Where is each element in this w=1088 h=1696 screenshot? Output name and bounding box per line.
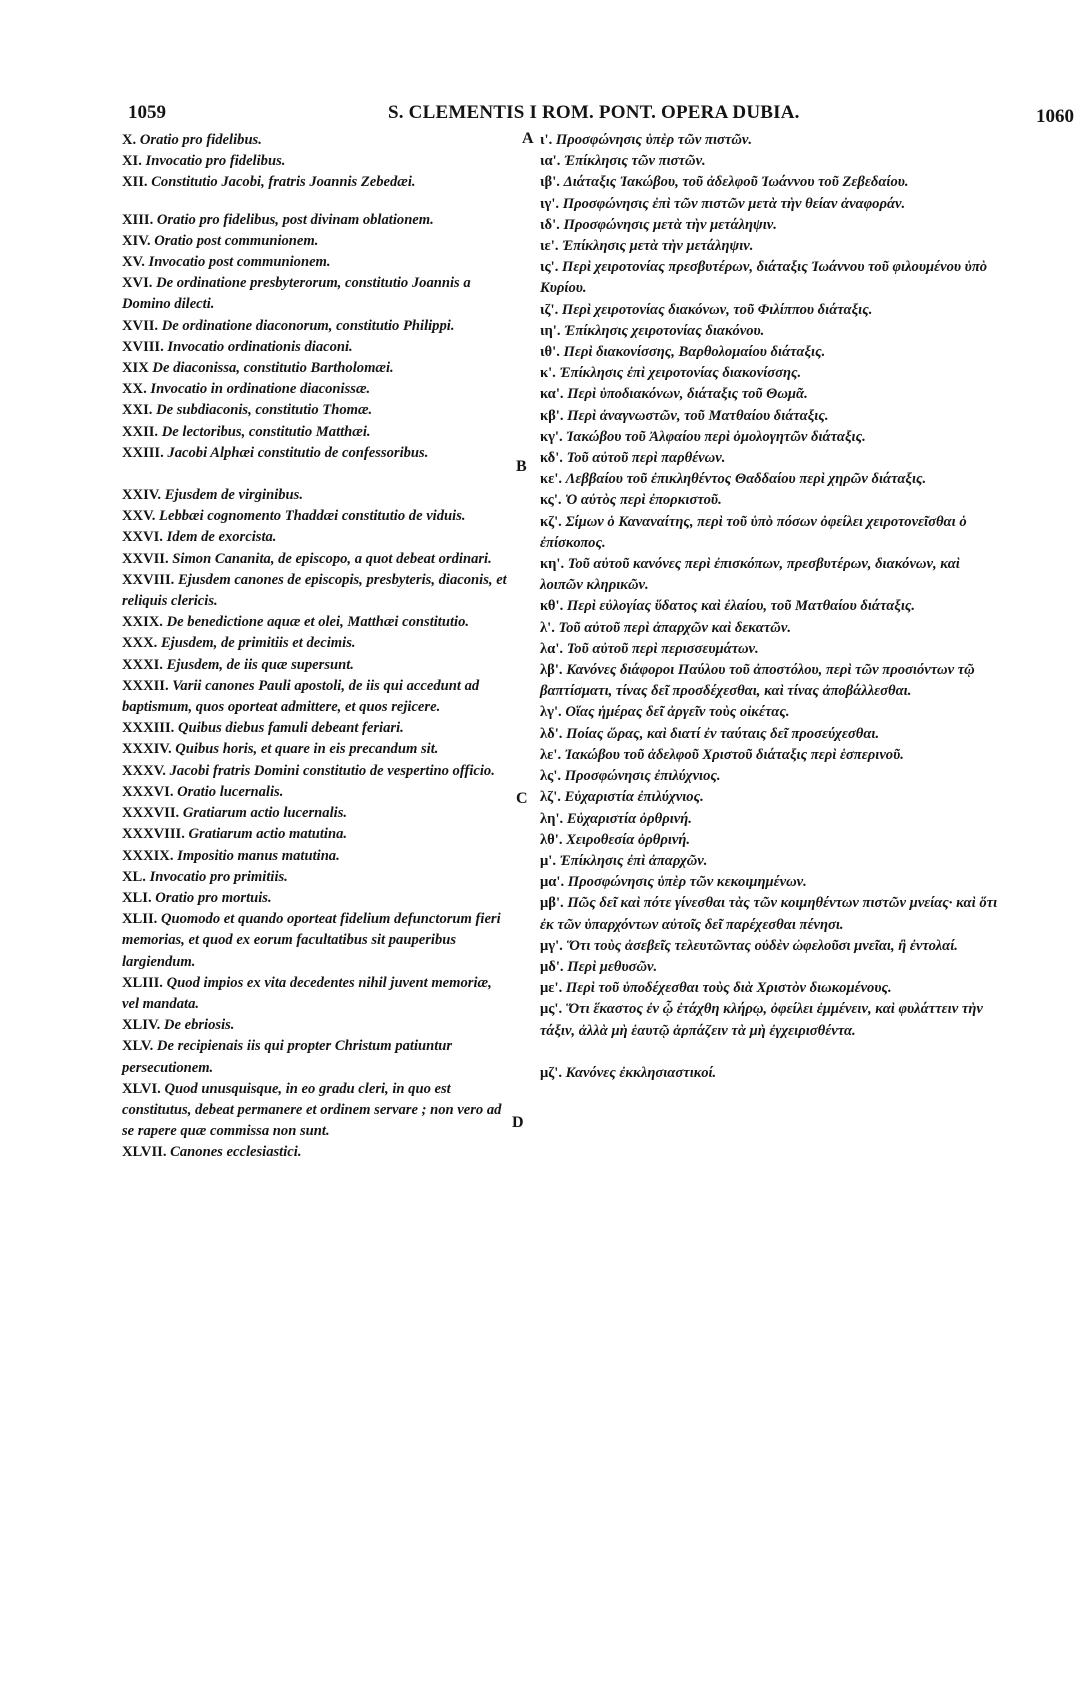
margin-marker-b: B (516, 458, 527, 475)
toc-entry (540, 999, 1000, 1041)
running-title: S. CLEMENTIS I ROM. PONT. OPERA DUBIA. (388, 102, 800, 123)
entry-title: Περὶ τοῦ ὑποδέχεσθαι τοὺς διὰ Χριστὸν διωκομένους. (565, 980, 892, 997)
entry-title: Invocatio post communionem. (148, 254, 331, 271)
entry-number: XXXVIII. (122, 826, 185, 843)
entry-number: XLI. (122, 889, 152, 906)
entry-title: Quibus horis, et quare in eis precandum sit. (175, 741, 439, 758)
entry-title: Χειροθεσία ὀρθρινή. (566, 831, 691, 848)
entry-title: Ἐπίκλησις χειροτονίας διακόνου. (564, 322, 765, 339)
toc-entry (540, 554, 1000, 596)
entry-title: Simon Cananita, de episcopo, a quot debeat ordinari. (172, 550, 492, 567)
entry-title: Oratio post communionem. (154, 232, 319, 249)
toc-entry (122, 549, 512, 570)
entry-number: XIX (122, 360, 149, 377)
toc-entry (122, 612, 512, 633)
toc-entry (540, 872, 1000, 893)
entry-title: Ἰακώβου τοῦ ἀδελφοῦ Χριστοῦ διάταξις περὶ ἑσπερινοῦ. (564, 746, 904, 763)
entry-number: XXXV. (122, 762, 166, 779)
entry-title: Oratio pro fidelibus, post divinam oblationem. (156, 211, 434, 228)
toc-entry (540, 194, 1000, 215)
entry-number: λε'. (540, 746, 562, 763)
entry-number: ιβ'. (540, 174, 560, 191)
toc-entry (122, 570, 512, 612)
toc-entry (540, 830, 1000, 851)
toc-entry (540, 448, 1000, 469)
toc-entry (540, 809, 1000, 830)
entry-number: X. (122, 132, 137, 148)
entry-title: Varii canones Pauli apostoli, de iis qui accedunt ad baptismum, quos oporteat admittere, et quos rejicere. (122, 677, 480, 716)
entry-title: Προσφώνησις ἐπὶ τῶν πιστῶν μετὰ τὴν θείαν ἀναφοράν. (562, 195, 906, 212)
entry-title: Σίμων ὁ Καναναίτης, περὶ τοῦ ὑπὸ πόσων ὀφείλει χειροτονεῖσθαι ὁ ἐπίσκοπος. (540, 513, 967, 551)
entry-number: μα'. (540, 874, 565, 891)
toc-entry (540, 215, 1000, 236)
toc-entry (122, 718, 512, 739)
entry-number: κθ'. (540, 598, 564, 615)
entry-number: ιη'. (540, 322, 561, 339)
entry-title: Ἐπίκλησις ἐπὶ χειροτονίας διακονίσσης. (559, 365, 802, 382)
entry-number: XXIII. (122, 444, 164, 461)
entry-title: Περὶ χειροτονίας πρεσβυτέρων, διάταξις Ἰωάννου τοῦ φιλουμένου ὑπὸ Κυρίου. (540, 259, 988, 297)
entry-title: Ἰακώβου τοῦ Ἀλφαίου περὶ ὁμολογητῶν διάταξις. (566, 428, 866, 445)
entry-title: Quod unusquisque, in eo gradu cleri, in quo est constitutus, debeat permanere et ordinem servare ; non vero ad se rapere quæ commissa non sunt. (122, 1080, 502, 1140)
toc-entry (540, 745, 1000, 766)
toc-entry (122, 231, 512, 252)
toc-entry (122, 676, 512, 718)
entry-title: Invocatio in ordinatione diaconissæ. (150, 381, 371, 398)
toc-entry (122, 337, 512, 358)
toc-entry (122, 485, 512, 506)
entry-number: XXXII. (122, 677, 169, 694)
toc-entry (122, 210, 512, 231)
entry-title: Λεββαίου τοῦ ἐπικληθέντος Θαδδαίου περὶ χηρῶν διάταξις. (565, 471, 927, 488)
entry-number: κς'. (540, 492, 562, 509)
entry-title: Περὶ διακονίσσης, Βαρθολομαίου διάταξις. (563, 344, 826, 361)
entry-title: Κανόνες διάφοροι Παύλου τοῦ ἀποστόλου, περὶ τῶν προσιόντων τῷ βαπτίσματι, τίνας δεῖ προσδέχεσθαι, καὶ τίνας ἀποβάλλεσθαι. (540, 662, 975, 700)
entry-number: XLIV. (122, 1017, 161, 1034)
entry-number: XXXVI. (122, 783, 174, 800)
toc-entry (122, 358, 512, 379)
toc-entry (540, 490, 1000, 511)
entry-title: Τοῦ αὐτοῦ κανόνες περὶ ἐπισκόπων, πρεσβυτέρων, διακόνων, καὶ λοιπῶν κληρικῶν. (540, 556, 960, 594)
entry-title: Εὐχαριστία ὀρθρινή. (566, 810, 692, 827)
entry-number: ι'. (540, 132, 553, 148)
entry-number: XXXI. (122, 656, 163, 673)
greek-column (540, 130, 1000, 1084)
entry-title: Jacobi Alphæi constitutio de confessoribus. (167, 444, 429, 461)
toc-entry (540, 639, 1000, 660)
entry-number: XXII. (122, 423, 159, 440)
entry-number: κγ'. (540, 428, 563, 445)
entry-title: De subdiaconis, constitutio Thomæ. (156, 402, 373, 419)
entry-title: Jacobi fratris Domini constitutio de vespertino officio. (169, 762, 495, 779)
entry-title: Περὶ εὐλογίας ὕδατος καὶ ἐλαίου, τοῦ Ματθαίου διάταξις. (566, 598, 916, 615)
entry-title: Ejusdem, de iis quæ supersunt. (166, 656, 354, 673)
toc-entry (540, 321, 1000, 342)
entry-number: ιγ'. (540, 195, 560, 212)
toc-entry (122, 824, 512, 845)
entry-number: ιθ'. (540, 344, 560, 361)
entry-number: XXIV. (122, 487, 162, 504)
entry-number: λζ'. (540, 789, 561, 806)
toc-entry (540, 596, 1000, 617)
entry-number: κη'. (540, 556, 565, 573)
entry-title: Περὶ ὑποδιακόνων, διάταξις τοῦ Θωμᾶ. (567, 386, 808, 403)
entry-number: μγ'. (540, 937, 563, 954)
toc-entry (540, 1063, 1000, 1084)
entry-number: ιζ'. (540, 301, 559, 318)
entry-title: Προσφώνησις ὑπὲρ τῶν κεκοιμημένων. (567, 874, 807, 891)
entry-number: μζ'. (540, 1064, 563, 1081)
page-number-left: 1059 (128, 102, 166, 123)
entry-title: Quomodo et quando oporteat fidelium defunctorum fieri memorias, et quod ex eorum facultatibus sit pauperibus largiendum. (122, 911, 501, 970)
toc-entry (540, 893, 1000, 935)
entry-title: Προσφώνησις ὑπὲρ τῶν πιστῶν. (555, 132, 753, 148)
entry-number: XLIII. (122, 974, 163, 991)
entry-number: λα'. (540, 640, 564, 657)
entry-number: XL. (122, 868, 146, 885)
entry-number: λς'. (540, 768, 562, 785)
entry-title: Ejusdem de virginibus. (164, 487, 303, 504)
toc-entry (540, 172, 1000, 193)
entry-number: λθ'. (540, 831, 563, 848)
entry-number: XXVIII. (122, 571, 175, 588)
entry-number: κβ'. (540, 407, 564, 424)
toc-entry (122, 527, 512, 548)
entry-number: κδ'. (540, 450, 563, 467)
toc-entry (122, 1036, 512, 1078)
entry-number: XXV. (122, 508, 156, 525)
entry-number: XXX. (122, 635, 158, 652)
toc-entry (122, 973, 512, 1015)
entry-title: Τοῦ αὐτοῦ περὶ παρθένων. (566, 450, 726, 467)
entry-title: Κανόνες ἐκκλησιαστικοί. (565, 1064, 717, 1081)
entry-title: Invocatio pro fidelibus. (145, 153, 286, 170)
toc-entry (540, 618, 1000, 639)
entry-title: Προσφώνησις μετὰ τὴν μετάληψιν. (563, 216, 777, 233)
toc-entry (122, 1079, 512, 1143)
entry-number: XVIII. (122, 338, 164, 355)
entry-title: Ὅτι ἕκαστος ἐν ᾧ ἐτάχθη κλήρῳ, ὀφείλει ἐμμένειν, καὶ φυλάττειν τὴν τάξιν, ἀλλὰ μὴ ἑαυτῷ ἁρπάζειν τὰ μὴ ἐγχειρισθέντα. (540, 1001, 983, 1039)
entry-title: Quibus diebus famuli debeant feriari. (177, 720, 404, 737)
entry-title: De recipienais iis qui propter Christum patiuntur persecutionem. (122, 1038, 453, 1076)
entry-title: Gratiarum actio matutina. (188, 826, 348, 843)
entry-number: ιε'. (540, 238, 559, 255)
entry-number: XVI. (122, 275, 153, 292)
entry-number: XI. (122, 153, 142, 170)
entry-title: De diaconissa, constitutio Bartholomæi. (152, 360, 394, 377)
toc-entry (540, 936, 1000, 957)
entry-title: Ἐπίκλησις τῶν πιστῶν. (564, 153, 706, 170)
toc-entry (540, 766, 1000, 787)
entry-title: Invocatio pro primitiis. (149, 868, 288, 885)
entry-title: De lectoribus, constitutio Matthæi. (161, 423, 371, 440)
entry-number: XLII. (122, 911, 158, 928)
entry-title: Ejusdem, de primitiis et decimis. (160, 635, 356, 652)
entry-title: Ejusdem canones de episcopis, presbyteris, diaconis, et reliquis clericis. (122, 571, 507, 610)
entry-number: XXXIX. (122, 847, 174, 864)
toc-entry (122, 803, 512, 824)
entry-title: Oratio lucernalis. (177, 783, 284, 800)
entry-title: Περὶ ἀναγνωστῶν, τοῦ Ματθαίου διάταξις. (567, 407, 829, 424)
margin-marker-d: D (512, 1114, 524, 1131)
toc-entry (122, 655, 512, 676)
toc-entry (122, 909, 512, 973)
toc-entry (122, 888, 512, 909)
entry-number: XV. (122, 254, 145, 271)
entry-number: XLV. (122, 1038, 154, 1055)
entry-title: Τοῦ αὐτοῦ περὶ ἀπαρχῶν καὶ δεκατῶν. (558, 619, 791, 636)
entry-number: XXXIV. (122, 741, 172, 758)
entry-title: Impositio manus matutina. (177, 847, 340, 864)
margin-marker-a: A (522, 130, 534, 147)
toc-entry (540, 257, 1000, 299)
toc-entry (122, 316, 512, 337)
entry-number: XII. (122, 174, 148, 191)
entry-number: κ'. (540, 365, 556, 382)
toc-entry (540, 236, 1000, 257)
toc-entry (540, 702, 1000, 723)
toc-entry (122, 422, 512, 443)
toc-entry (122, 1015, 512, 1036)
entry-title: Τοῦ αὐτοῦ περὶ περισσευμάτων. (566, 640, 759, 657)
entry-title: Οἵας ἡμέρας δεῖ ἀργεῖν τοὺς οἰκέτας. (565, 704, 790, 721)
toc-entry (540, 406, 1000, 427)
toc-entry (122, 739, 512, 760)
toc-entry (122, 130, 512, 151)
entry-title: De ordinatione diaconorum, constitutio Philippi. (161, 317, 455, 334)
entry-title: De ebriosis. (163, 1017, 235, 1034)
entry-number: XXXIII. (122, 720, 175, 737)
toc-entry (540, 130, 1000, 151)
entry-number: λη'. (540, 810, 564, 827)
toc-entry (122, 151, 512, 172)
entry-title: Ἐπίκλησις ἐπὶ ἀπαρχῶν. (559, 852, 708, 869)
entry-number: με'. (540, 980, 563, 997)
entry-number: XXXVII. (122, 805, 180, 822)
entry-title: Canones ecclesiastici. (170, 1144, 302, 1161)
entry-title: Constitutio Jacobi, fratris Joannis Zebedæi. (151, 174, 416, 191)
toc-entry (540, 151, 1000, 172)
toc-entry (540, 384, 1000, 405)
entry-number: ις'. (540, 259, 559, 276)
toc-entry (122, 273, 512, 315)
toc-entry (122, 633, 512, 654)
entry-number: μδ'. (540, 958, 564, 975)
toc-entry (540, 427, 1000, 448)
toc-entry (540, 300, 1000, 321)
entry-number: μβ'. (540, 895, 564, 912)
entry-number: λ'. (540, 619, 555, 636)
toc-entry (122, 379, 512, 400)
latin-column (122, 130, 512, 1164)
entry-number: ια'. (540, 153, 561, 170)
toc-entry (122, 761, 512, 782)
toc-entry (122, 443, 512, 464)
entry-title: Idem de exorcista. (166, 529, 277, 546)
toc-entry (122, 506, 512, 527)
margin-marker-c: C (516, 790, 528, 807)
toc-entry (540, 978, 1000, 999)
toc-entry (540, 660, 1000, 702)
entry-number: XLVII. (122, 1144, 167, 1161)
entry-number: κε'. (540, 471, 563, 488)
toc-entry (540, 787, 1000, 808)
toc-entry (122, 252, 512, 273)
entry-title: Ἐπίκλησις μετὰ τὴν μετάληψιν. (562, 238, 754, 255)
toc-entry (540, 342, 1000, 363)
entry-number: XLVI. (122, 1080, 161, 1097)
entry-title: Quod impios ex vita decedentes nihil juvent memoriæ, vel mandata. (122, 974, 492, 1012)
entry-title: Invocatio ordinationis diaconi. (167, 338, 353, 355)
entry-number: XIV. (122, 232, 151, 249)
entry-title: Oratio pro mortuis. (155, 889, 272, 906)
entry-title: Lebbæi cognomento Thaddæi constitutio de viduis. (159, 508, 466, 525)
page-number-right: 1060 (1036, 106, 1074, 127)
entry-title: De benedictione aquæ et olei, Matthæi constitutio. (166, 614, 470, 631)
entry-number: XXIX. (122, 614, 163, 631)
toc-entry (122, 172, 512, 193)
entry-title: Oratio pro fidelibus. (139, 132, 262, 148)
entry-title: Εὐχαριστία ἐπιλύχνιος. (564, 789, 704, 806)
toc-entry (540, 363, 1000, 384)
entry-title: Ὁ αὐτὸς περὶ ἐπορκιστοῦ. (565, 492, 722, 509)
entry-number: μς'. (540, 1001, 563, 1018)
entry-number: XXVII. (122, 550, 169, 567)
entry-number: κζ'. (540, 513, 562, 530)
toc-entry (122, 400, 512, 421)
toc-entry (540, 724, 1000, 745)
toc-entry (540, 469, 1000, 490)
entry-number: XVII. (122, 317, 159, 334)
toc-entry (540, 851, 1000, 872)
entry-number: XX. (122, 381, 147, 398)
toc-entry (122, 1142, 512, 1163)
entry-number: ιδ'. (540, 216, 560, 233)
entry-title: Ὅτι τοὺς ἀσεβεῖς τελευτῶντας οὐδὲν ὠφελοῦσι μνεῖαι, ἢ ἐντολαί. (566, 937, 958, 954)
toc-entry (540, 957, 1000, 978)
entry-title: Περὶ μεθυσῶν. (567, 958, 658, 975)
entry-number: λγ'. (540, 704, 562, 721)
toc-entry (122, 782, 512, 803)
entry-number: XIII. (122, 211, 154, 228)
entry-title: Ποίας ὥρας, καὶ διατί ἐν ταύταις δεῖ προσεύχεσθαι. (566, 725, 880, 742)
entry-title: Περὶ χειροτονίας διακόνων, τοῦ Φιλίππου διάταξις. (561, 301, 873, 318)
entry-title: Gratiarum actio lucernalis. (182, 805, 348, 822)
entry-number: XXI. (122, 402, 153, 419)
entry-number: λδ'. (540, 725, 563, 742)
entry-title: Προσφώνησις ἐπιλύχνιος. (564, 768, 721, 785)
toc-entry (122, 846, 512, 867)
entry-number: λβ'. (540, 662, 563, 679)
entry-title: Διάταξις Ἰακώβου, τοῦ ἀδελφοῦ Ἰωάννου τοῦ Ζεβεδαίου. (563, 174, 909, 191)
toc-entry (122, 867, 512, 888)
entry-number: XXVI. (122, 529, 163, 546)
toc-entry (540, 512, 1000, 554)
entry-title: De ordinatione presbyterorum, constitutio Joannis a Domino dilecti. (122, 275, 471, 313)
entry-title: Πῶς δεῖ καὶ πότε γίνεσθαι τὰς τῶν κοιμηθέντων πιστῶν μνείας· καὶ ὅτι ἐκ τῶν ὑπαρχόντων αὐτοῖς δεῖ παρέχεσθαι πένησι. (540, 895, 998, 933)
entry-number: μ'. (540, 852, 556, 869)
page-header (128, 96, 1074, 132)
entry-number: κα'. (540, 386, 564, 403)
